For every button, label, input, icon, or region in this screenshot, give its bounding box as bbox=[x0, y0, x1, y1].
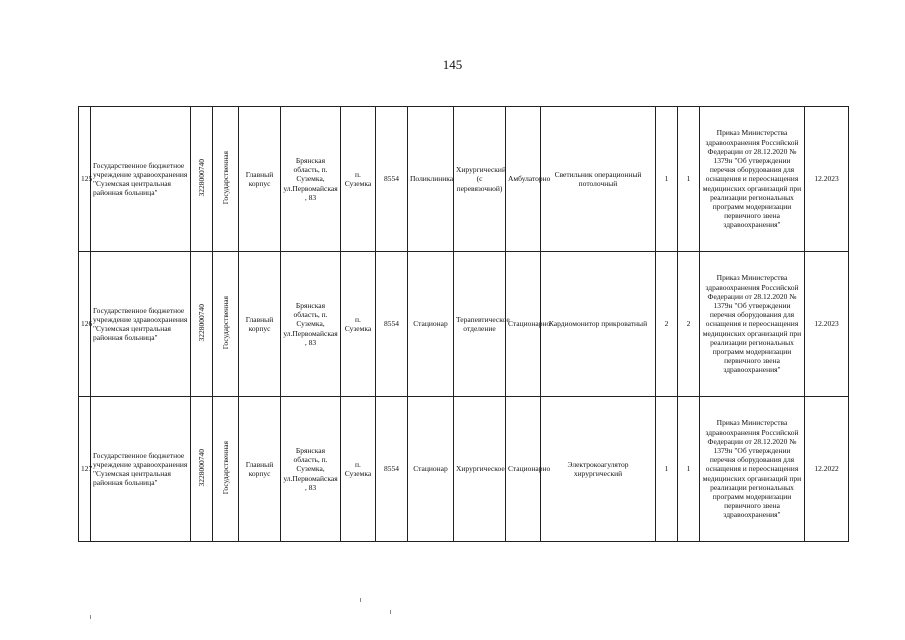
quantity-total-cell bbox=[678, 397, 700, 542]
org-code: 3228000740 bbox=[196, 304, 206, 342]
scan-speck bbox=[90, 615, 91, 619]
table-row bbox=[79, 107, 849, 252]
legal-basis: Приказ Министерства здравоохранения Российской Федерации от 28.12.2020 № 1379н "Об утверждении перечня оборудования для оснащения и переоснащения медицинских организаций при реализации региональных программ модернизации первичного звена здравоохранения" bbox=[702, 273, 802, 375]
care-form: Стационарно bbox=[508, 319, 551, 329]
unit-type: Стационар bbox=[413, 464, 448, 474]
care-form-cell bbox=[506, 252, 551, 397]
building-name-cell bbox=[239, 107, 281, 252]
deadline-date-cell bbox=[805, 252, 849, 397]
care-form-cell bbox=[506, 397, 551, 542]
address-cell bbox=[281, 107, 341, 252]
quantity-planned: 2 bbox=[664, 319, 669, 329]
care-form: Стационарно bbox=[508, 464, 551, 474]
address: Брянская область, п. Суземка, ул.Первомайская , 83 bbox=[283, 300, 338, 347]
okato-code-cell bbox=[376, 107, 408, 252]
quantity-planned: 1 bbox=[664, 464, 669, 474]
org-name: Государственное бюджетное учреждение здравоохранения "Суземская центральная районная больница" bbox=[93, 160, 188, 198]
ownership-form: Государственная bbox=[220, 441, 230, 495]
legal-basis: Приказ Министерства здравоохранения Российской Федерации от 28.12.2020 № 1379н "Об утверждении перечня оборудования для оснащения и переоснащения медицинских организаций при реализации региональных программ модернизации первичного звена здравоохранения" bbox=[702, 128, 802, 230]
locality: п. Суземка bbox=[344, 314, 372, 333]
deadline-date: 12.2022 bbox=[814, 464, 839, 474]
address-cell bbox=[281, 397, 341, 542]
quantity-planned-cell bbox=[656, 107, 678, 252]
ownership-form-cell bbox=[213, 252, 239, 397]
locality: п. Суземка bbox=[344, 169, 372, 188]
quantity-planned: 1 bbox=[664, 174, 669, 184]
deadline-date: 12.2023 bbox=[814, 174, 839, 184]
unit-type: Стационар bbox=[413, 319, 448, 329]
scan-speck bbox=[390, 610, 391, 614]
quantity-planned-cell bbox=[656, 252, 678, 397]
ownership-form-cell bbox=[213, 397, 239, 542]
department-cell bbox=[454, 397, 506, 542]
table-row bbox=[79, 397, 849, 542]
equipment-name: Светильник операционный потолочный bbox=[554, 169, 642, 188]
legal-basis-cell bbox=[700, 252, 805, 397]
equipment-name-cell bbox=[541, 107, 656, 252]
building-name: Главный корпус bbox=[245, 314, 274, 333]
quantity-planned-cell bbox=[656, 397, 678, 542]
okato-code: 8554 bbox=[384, 464, 399, 474]
table-body bbox=[79, 107, 849, 542]
locality-cell bbox=[341, 252, 376, 397]
org-name: Государственное бюджетное учреждение здравоохранения "Суземская центральная районная больница" bbox=[93, 305, 188, 343]
equipment-name-cell bbox=[541, 397, 656, 542]
unit-type: Поликлиника bbox=[410, 174, 454, 184]
page-number: 145 bbox=[442, 57, 463, 72]
ownership-form: Государственная bbox=[220, 151, 230, 205]
equipment-name-cell bbox=[541, 252, 656, 397]
unit-type-cell bbox=[408, 252, 454, 397]
equipment-name: Электрокоагулятор хирургический bbox=[567, 459, 629, 478]
org-name: Государственное бюджетное учреждение здравоохранения "Суземская центральная районная больница" bbox=[93, 450, 188, 488]
row-number-cell bbox=[79, 107, 91, 252]
building-name: Главный корпус bbox=[245, 459, 274, 478]
row-number: 125 bbox=[81, 174, 93, 184]
okato-code: 8554 bbox=[384, 174, 399, 184]
department: Терапевтическое отделение bbox=[456, 314, 510, 333]
org-code-cell bbox=[191, 397, 213, 542]
locality: п. Суземка bbox=[344, 459, 372, 478]
ownership-form-cell bbox=[213, 107, 239, 252]
locality-cell bbox=[341, 107, 376, 252]
okato-code-cell bbox=[376, 252, 408, 397]
okato-code: 8554 bbox=[384, 319, 399, 329]
row-number-cell bbox=[79, 397, 91, 542]
equipment-table bbox=[78, 106, 849, 542]
equipment-name: Кардиомонитор прикроватный bbox=[548, 319, 648, 329]
address-cell bbox=[281, 252, 341, 397]
quantity-total-cell bbox=[678, 107, 700, 252]
address: Брянская область, п. Суземка, ул.Первомайская , 83 bbox=[283, 155, 338, 202]
row-number: 126 bbox=[81, 319, 93, 329]
org-name-cell bbox=[91, 252, 191, 397]
quantity-total: 1 bbox=[686, 174, 691, 184]
care-form-cell bbox=[506, 107, 551, 252]
department: Хирургическое bbox=[456, 464, 505, 474]
department: Хирургический (с перевязочной) bbox=[456, 165, 506, 193]
legal-basis: Приказ Министерства здравоохранения Российской Федерации от 28.12.2020 № 1379н "Об утверждении перечня оборудования для оснащения и переоснащения медицинских организаций при реализации региональных программ модернизации первичного звена здравоохранения" bbox=[702, 418, 802, 520]
deadline-date: 12.2023 bbox=[814, 319, 839, 329]
org-name-cell bbox=[91, 107, 191, 252]
org-code-cell bbox=[191, 107, 213, 252]
unit-type-cell bbox=[408, 397, 454, 542]
quantity-total: 1 bbox=[686, 464, 691, 474]
legal-basis-cell bbox=[700, 397, 805, 542]
row-number: 127 bbox=[81, 464, 93, 474]
org-code: 3228000740 bbox=[196, 449, 206, 487]
building-name: Главный корпус bbox=[245, 169, 274, 188]
quantity-total: 2 bbox=[686, 319, 691, 329]
scan-speck bbox=[360, 598, 361, 602]
org-name-cell bbox=[91, 397, 191, 542]
deadline-date-cell bbox=[805, 107, 849, 252]
legal-basis-cell bbox=[700, 107, 805, 252]
org-code-cell bbox=[191, 252, 213, 397]
row-number-cell bbox=[79, 252, 91, 397]
unit-type-cell bbox=[408, 107, 454, 252]
deadline-date-cell bbox=[805, 397, 849, 542]
care-form: Амбулаторно bbox=[508, 174, 551, 184]
okato-code-cell bbox=[376, 397, 408, 542]
ownership-form: Государственная bbox=[220, 296, 230, 350]
department-cell bbox=[454, 107, 506, 252]
table-row bbox=[79, 252, 849, 397]
address: Брянская область, п. Суземка, ул.Первомайская , 83 bbox=[283, 445, 338, 492]
department-cell bbox=[454, 252, 510, 397]
org-code: 3228000740 bbox=[196, 159, 206, 197]
building-name-cell bbox=[239, 252, 281, 397]
quantity-total-cell bbox=[678, 252, 700, 397]
locality-cell bbox=[341, 397, 376, 542]
building-name-cell bbox=[239, 397, 281, 542]
